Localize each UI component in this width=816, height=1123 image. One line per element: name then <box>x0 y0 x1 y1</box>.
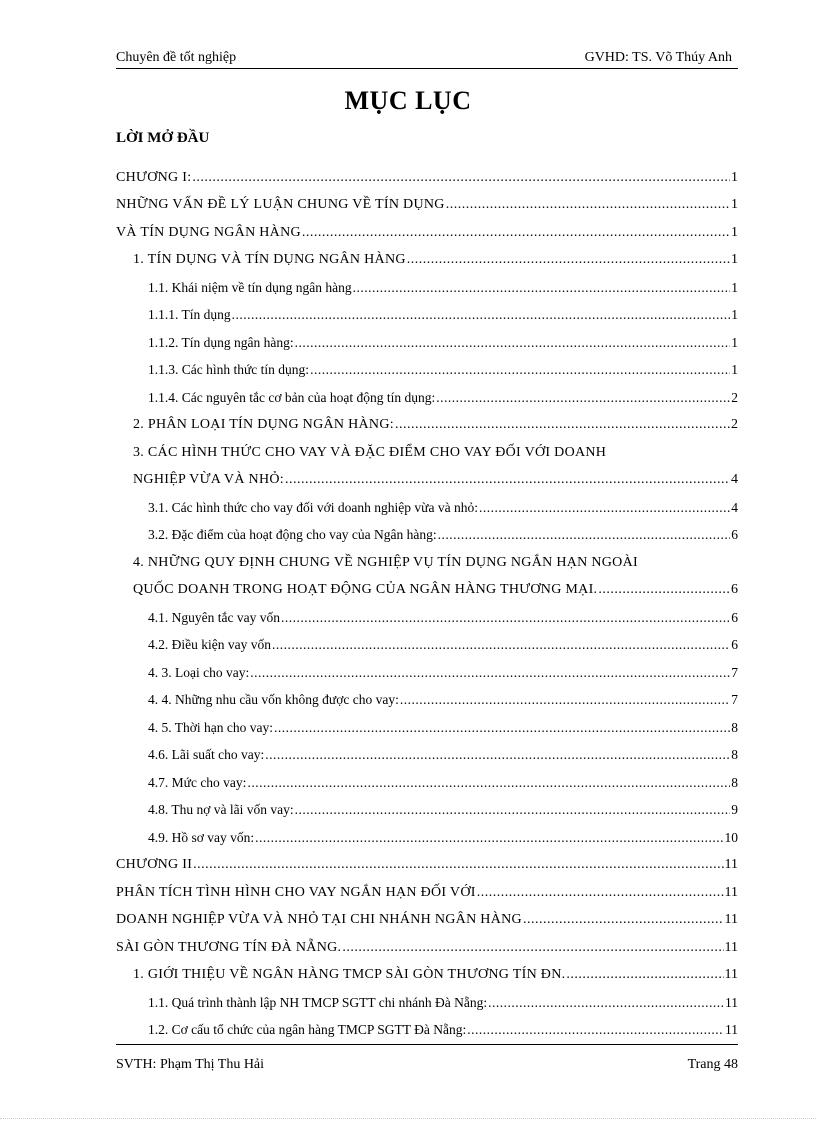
page-bottom-edge <box>0 1118 816 1119</box>
toc-entry-section-4-1[interactable] <box>116 599 738 627</box>
toc-leader-dots <box>265 746 730 764</box>
toc-entry-label: 1.1. Khái niệm về tín dụng ngân hàng <box>148 279 352 295</box>
toc-entry-label: 1.2. Cơ cấu tổ chức của ngân hàng TMCP SGTT Đà Nẵng: <box>148 1022 467 1037</box>
toc-entry-section-4-7[interactable] <box>116 764 738 792</box>
toc-entry-label: NGHIỆP VỪA VÀ NHỎ: <box>133 472 284 487</box>
toc-entry-label: 4. 4. Những nhu cầu vốn không được cho vay: <box>148 692 399 707</box>
toc-entry-label: 1.1.4. Các nguyên tắc cơ bản của hoạt động tín dụng: <box>148 389 436 405</box>
toc-entry-label: VÀ TÍN DỤNG NGÂN HÀNG <box>116 224 301 240</box>
page-title: MỤC LỤC <box>344 86 472 115</box>
toc-entry-label: 1. GIỚI THIỆU VỀ NGÂN HÀNG TMCP SÀI GÒN THƯƠNG TÍN ĐN. <box>133 967 566 982</box>
toc-entry-page: 11 <box>725 1022 738 1037</box>
toc-leader-dots <box>295 334 731 352</box>
toc-entry-label: 4.9. Hồ sơ vay vốn: <box>148 829 255 845</box>
toc-entry-section-4-cont[interactable] <box>116 572 738 600</box>
toc-entry-label: SÀI GÒN THƯƠNG TÍN ĐÀ NẴNG. <box>116 939 342 955</box>
toc-entry-label: 1.1.2. Tín dụng ngân hàng: <box>148 334 294 350</box>
toc-leader-dots <box>193 856 723 874</box>
toc-leader-dots <box>285 471 730 489</box>
toc-entry-label: CHƯƠNG I: <box>116 169 192 185</box>
toc-leader-dots <box>523 911 724 929</box>
toc-entry-label: 3. CÁC HÌNH THỨC CHO VAY VÀ ĐẶC ĐIỂM CHO VAY ĐỐI VỚI DOANH <box>133 444 607 460</box>
toc-entry-page: 7 <box>731 664 738 680</box>
toc-leader-dots <box>295 801 731 819</box>
toc-entry-label: 4. 5. Thời hạn cho vay: <box>148 719 273 735</box>
toc-entry-page: 1 <box>731 362 738 377</box>
toc-entry-page: 1 <box>731 334 738 350</box>
toc-entry-label: 4.6. Lãi suất cho vay: <box>148 747 265 762</box>
toc-entry-section-4-5[interactable] <box>116 709 738 737</box>
toc-leader-dots <box>192 169 730 187</box>
toc-entry-section-3[interactable] <box>116 434 738 462</box>
toc-entry-label: 4.2. Điều kiện vay vốn <box>148 637 271 652</box>
toc-leader-dots <box>232 306 731 324</box>
toc-entry-label: 1. TÍN DỤNG VÀ TÍN DỤNG NGÂN HÀNG <box>133 252 406 267</box>
toc-leader-dots <box>438 526 731 544</box>
toc-entry-page: 11 <box>724 857 738 872</box>
toc-entry-label: 2. PHÂN LOẠI TÍN DỤNG NGÂN HÀNG: <box>133 417 394 432</box>
toc-entry-page: 10 <box>724 829 738 845</box>
toc-intro-heading: LỜI MỞ ĐẦU <box>116 130 210 146</box>
toc-entry-page: 8 <box>731 774 738 790</box>
toc-entry-page: 6 <box>731 582 738 597</box>
toc-leader-dots <box>353 279 731 297</box>
toc-entry-label: QUỐC DOANH TRONG HOẠT ĐỘNG CỦA NGÂN HÀNG THƯƠNG MẠI. <box>133 582 598 597</box>
table-of-contents <box>116 159 738 1039</box>
toc-entry-section-1-1-4[interactable] <box>116 379 738 407</box>
toc-entry-label: 4.8. Thu nợ và lãi vốn vay: <box>148 802 294 817</box>
toc-entry-chapter-2-title-1[interactable] <box>116 874 738 902</box>
toc-entry-section-4-2[interactable] <box>116 627 738 655</box>
toc-entry-label: 4.7. Mức cho vay: <box>148 774 247 790</box>
toc-entry-label: DOANH NGHIỆP VỪA VÀ NHỎ TẠI CHI NHÁNH NGÂN HÀNG <box>116 912 522 927</box>
toc-entry-section-3-1[interactable] <box>116 489 738 517</box>
toc-entry-chapter-2-section-1-2[interactable] <box>116 1012 738 1040</box>
toc-leader-dots <box>436 389 730 407</box>
toc-entry-section-4-9[interactable] <box>116 819 738 847</box>
toc-entry-page: 1 <box>731 307 738 322</box>
toc-entry-section-1-1-3[interactable] <box>116 352 738 380</box>
toc-leader-dots <box>488 994 724 1012</box>
toc-leader-dots <box>467 1021 724 1039</box>
toc-entry-label: 3.2. Đặc điểm của hoạt động cho vay của Ngân hàng: <box>148 527 437 542</box>
toc-entry-label: 3.1. Các hình thức cho vay đối với doanh nghiệp vừa và nhỏ: <box>148 499 478 515</box>
toc-entry-page: 1 <box>731 279 738 295</box>
toc-entry-page: 9 <box>731 802 738 817</box>
toc-leader-dots <box>479 499 730 517</box>
toc-entry-page: 1 <box>731 224 738 240</box>
page-footer <box>116 1044 738 1077</box>
toc-entry-section-4-8[interactable] <box>116 792 738 820</box>
toc-leader-dots <box>598 581 730 599</box>
toc-entry-page: 11 <box>724 939 738 955</box>
toc-entry-section-4[interactable] <box>116 544 738 572</box>
toc-entry-section-1-1-1[interactable] <box>116 297 738 325</box>
toc-entry-chapter-2-title-3[interactable] <box>116 929 738 957</box>
toc-entry-page: 8 <box>731 747 738 762</box>
header-course-label: Chuyên đề tốt nghiệp <box>116 50 237 65</box>
toc-entry-page: 1 <box>731 252 738 267</box>
toc-entry-chapter-2-section-1[interactable] <box>116 957 738 985</box>
toc-entry-section-3-cont[interactable] <box>116 462 738 490</box>
toc-leader-dots <box>281 609 730 627</box>
toc-entry-section-1-1-2[interactable] <box>116 324 738 352</box>
toc-entry-label: 1.1.1. Tín dụng <box>148 307 231 322</box>
footer-student-label: SVTH: Phạm Thị Thu Hải <box>116 1057 265 1072</box>
toc-entry-label: 4. 3. Loại cho vay: <box>148 664 250 680</box>
toc-entry-page: 11 <box>724 884 738 900</box>
toc-leader-dots <box>255 829 723 847</box>
toc-leader-dots <box>250 664 730 682</box>
toc-entry-section-4-3[interactable] <box>116 654 738 682</box>
toc-entry-page: 6 <box>731 609 738 625</box>
toc-leader-dots <box>310 361 730 379</box>
toc-entry-page: 1 <box>731 169 738 185</box>
toc-entry-chapter-1[interactable] <box>116 159 738 187</box>
toc-entry-section-2[interactable] <box>116 407 738 435</box>
toc-entry-section-1-1[interactable] <box>116 269 738 297</box>
toc-entry-label: PHÂN TÍCH TÌNH HÌNH CHO VAY NGẮN HẠN ĐỐI VỚI <box>116 884 476 900</box>
footer-page-number: Trang 48 <box>687 1057 738 1072</box>
toc-leader-dots <box>272 636 730 654</box>
toc-entry-page: 4 <box>731 499 738 515</box>
toc-entry-page: 2 <box>731 389 738 405</box>
toc-entry-label: CHƯƠNG II <box>116 857 193 872</box>
header-advisor-label: GVHD: TS. Võ Thúy Anh <box>584 50 732 65</box>
toc-entry-page: 1 <box>731 197 738 212</box>
toc-leader-dots <box>274 719 730 737</box>
toc-entry-label: 1.1.3. Các hình thức tín dụng: <box>148 362 310 377</box>
toc-leader-dots <box>566 966 723 984</box>
toc-leader-dots <box>342 939 723 957</box>
toc-entry-label: 4. NHỮNG QUY ĐỊNH CHUNG VỀ NGHIỆP VỤ TÍN DỤNG NGẮN HẠN NGOÀI <box>133 554 638 570</box>
toc-entry-page: 11 <box>725 994 738 1010</box>
toc-entry-page: 11 <box>724 912 738 927</box>
toc-entry-label: NHỮNG VẤN ĐỀ LÝ LUẬN CHUNG VỀ TÍN DỤNG <box>116 197 445 212</box>
toc-entry-page: 8 <box>731 719 738 735</box>
toc-entry-page: 11 <box>724 967 738 982</box>
toc-leader-dots <box>446 196 730 214</box>
toc-entry-section-4-4[interactable] <box>116 682 738 710</box>
toc-entry-section-4-6[interactable] <box>116 737 738 765</box>
toc-leader-dots <box>477 884 724 902</box>
toc-leader-dots <box>247 774 730 792</box>
toc-entry-label: 4.1. Nguyên tắc vay vốn <box>148 609 280 625</box>
toc-entry-page: 7 <box>731 692 738 707</box>
toc-entry-chapter-2-title-2[interactable] <box>116 902 738 930</box>
toc-leader-dots <box>395 416 730 434</box>
toc-entry-page: 4 <box>731 472 738 487</box>
toc-entry-page: 6 <box>731 527 738 542</box>
toc-leader-dots <box>407 251 730 269</box>
toc-entry-section-3-2[interactable] <box>116 517 738 545</box>
toc-entry-chapter-1-title-2[interactable] <box>116 214 738 242</box>
toc-entry-label: 1.1. Quá trình thành lập NH TMCP SGTT chi nhánh Đà Nẵng: <box>148 994 488 1010</box>
page-header <box>116 50 738 69</box>
toc-entry-chapter-1-title-1[interactable] <box>116 187 738 215</box>
toc-entry-page: 2 <box>731 417 738 432</box>
toc-entry-chapter-2[interactable] <box>116 847 738 875</box>
toc-entry-section-1[interactable] <box>116 242 738 270</box>
toc-entry-chapter-2-section-1-1[interactable] <box>116 984 738 1012</box>
toc-leader-dots <box>302 224 730 242</box>
toc-leader-dots <box>400 691 730 709</box>
toc-entry-page: 6 <box>731 637 738 652</box>
